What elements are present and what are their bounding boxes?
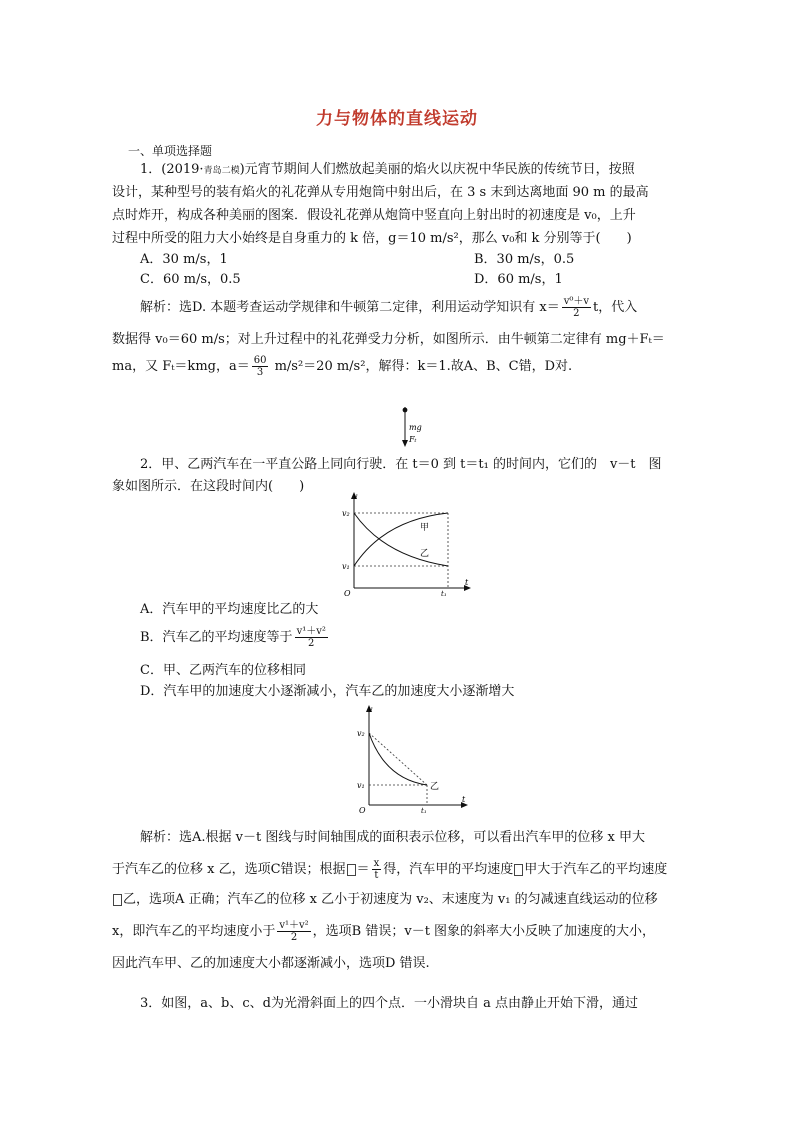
graph2-label-o: O — [359, 806, 366, 815]
q2-option-d: D．汽车甲的加速度大小逐渐减小，汽车乙的加速度大小逐渐增大 — [140, 684, 515, 699]
q1-line-1: 1．(2019·青岛二模)元宵节期间人们燃放起美丽的焰火以庆祝中华民族的传统节日，按照 — [140, 162, 635, 177]
q2-option-a: A．汽车甲的平均速度比乙的大 — [140, 602, 319, 617]
q1-solution-fraction: $\frac{\text{v⁰＋v}}{2}$ — [563, 296, 590, 319]
graph1-label-t: t — [465, 578, 469, 587]
q1-option-d: D．60 m/s，1 — [474, 272, 563, 287]
q2-line-1: 2．甲、乙两汽车在一平直公路上同向行驶．在 t＝0 到 t＝t₁ 的时间内，它们的 v－t 图 — [140, 457, 662, 472]
graph2-label-v1: v₁ — [357, 781, 365, 790]
vt-graph-1 — [340, 490, 475, 598]
force-arrow-head — [402, 440, 408, 447]
graph2-label-t: t — [462, 795, 466, 804]
force-point — [403, 408, 408, 413]
graph1-label-v1: v₁ — [342, 562, 350, 571]
q1-line-2: 设计，某种型号的装有焰火的礼花弹从专用炮筒中射出后，在 3 s 末到达离地面 90 m 的最高 — [112, 185, 649, 200]
graph1-label-jia: 甲 — [420, 523, 430, 533]
graph1-label-yi: 乙 — [420, 549, 430, 559]
placeholder-box-icon — [113, 894, 122, 906]
q2-solution-fraction-v: $\frac{\text{v¹＋v²}}{2}$ — [279, 920, 309, 943]
graph1-label-t1: t₁ — [441, 590, 447, 598]
graph2-label-t1: t₁ — [421, 807, 427, 815]
graph1-label-o: O — [344, 589, 351, 598]
graph1-label-v2: v₂ — [342, 509, 350, 518]
q2-solution-2: 于汽车乙的位移 x 乙，选项C错误；根据 ＝ $\frac{x}{t}$ 得，汽车甲的平均速度 甲大于汽车乙的平均速度 — [112, 858, 668, 881]
graph2-label-v2: v₂ — [357, 729, 365, 738]
q1-option-b: B．30 m/s，0.5 — [474, 252, 575, 267]
q1-solution-3: ma，又 Fₜ＝kmg，a＝ $\frac{60}{3}$ m/s²＝20 m/s²，解得：k＝1.故A、B、C错，D对. — [112, 355, 573, 378]
graph2-straight-dashed — [369, 733, 427, 785]
q1-line-3: 点时炸开，构成各种美丽的图案．假设礼花弹从炮筒中竖直向上射出时的初速度是 v₀，上升 — [112, 208, 636, 223]
vt-graph-2 — [355, 703, 473, 815]
q1-solution-1: 解析：选D. 本题考查运动学规律和牛顿第二定律，利用运动学知识有 x＝ $\frac{\text{v⁰＋v}}{2}$ t，代入 — [140, 296, 638, 319]
graph1-curve-yi — [354, 513, 448, 566]
force-label-mg: mg — [409, 423, 422, 432]
q1-line-4: 过程中所受的阻力大小始终是自身重力的 k 倍，g＝10 m/s²，那么 v₀和 k 分别等于( ) — [112, 231, 632, 246]
q1-source: 青岛二模 — [203, 166, 240, 176]
q2-option-c: C．甲、乙两汽车的位移相同 — [140, 663, 306, 678]
q2-option-b: B．汽车乙的平均速度等于 $\frac{\text{v¹＋v²}}{2}$ — [140, 626, 326, 649]
page-title: 力与物体的直线运动 — [316, 109, 478, 129]
q2-option-b-fraction: $\frac{\text{v¹＋v²}}{2}$ — [296, 626, 326, 649]
q1-solution-fraction-2: $\frac{60}{3}$ — [253, 355, 267, 378]
q2-solution-1: 解析：选A.根据 v－t 图线与时间轴围成的面积表示位移，可以看出汽车甲的位移 x 甲大 — [140, 830, 645, 845]
q2-solution-3: 乙，选项A 正确；汽车乙的位移 x 乙小于初速度为 v₂、末速度为 v₁ 的匀减速直线运动的位移 — [112, 888, 658, 907]
graph1-label-v: v — [353, 492, 358, 501]
q2-solution-4: x，即汽车乙的平均速度小于 $\frac{\text{v¹＋v²}}{2}$ ，选项B 错误；v－t 图象的斜率大小反映了加速度的大小， — [112, 920, 656, 943]
graph2-curve-yi — [369, 733, 427, 785]
q1-option-c: C．60 m/s，0.5 — [140, 272, 241, 287]
placeholder-box-icon — [514, 864, 523, 876]
graph2-label-yi: 乙 — [430, 782, 440, 792]
graph1-curve-jia — [354, 513, 448, 566]
q1-solution-2: 数据得 v₀＝60 m/s；对上升过程中的礼花弹受力分析，如图所示．由牛顿第二定律有 mg＋Fₜ＝ — [112, 332, 665, 347]
q3-line-1: 3．如图，a、b、c、d为光滑斜面上的四个点．一小滑块自 a 点由静止开始下滑，通过 — [140, 996, 638, 1011]
q2-solution-fraction-xt: $\frac{x}{t}$ — [373, 858, 380, 881]
placeholder-box-icon — [347, 864, 356, 876]
q2-solution-5: 因此汽车甲、乙的加速度大小都逐渐减小，选项D 错误. — [112, 956, 430, 971]
q2-line-2: 象如图所示．在这段时间内( ) — [112, 479, 305, 494]
force-diagram — [388, 405, 428, 451]
section-heading: 一、单项选择题 — [128, 144, 213, 158]
force-label-ft: Fₜ — [409, 435, 417, 444]
q1-option-a: A．30 m/s，1 — [140, 252, 228, 267]
graph2-label-v: v — [368, 705, 373, 714]
